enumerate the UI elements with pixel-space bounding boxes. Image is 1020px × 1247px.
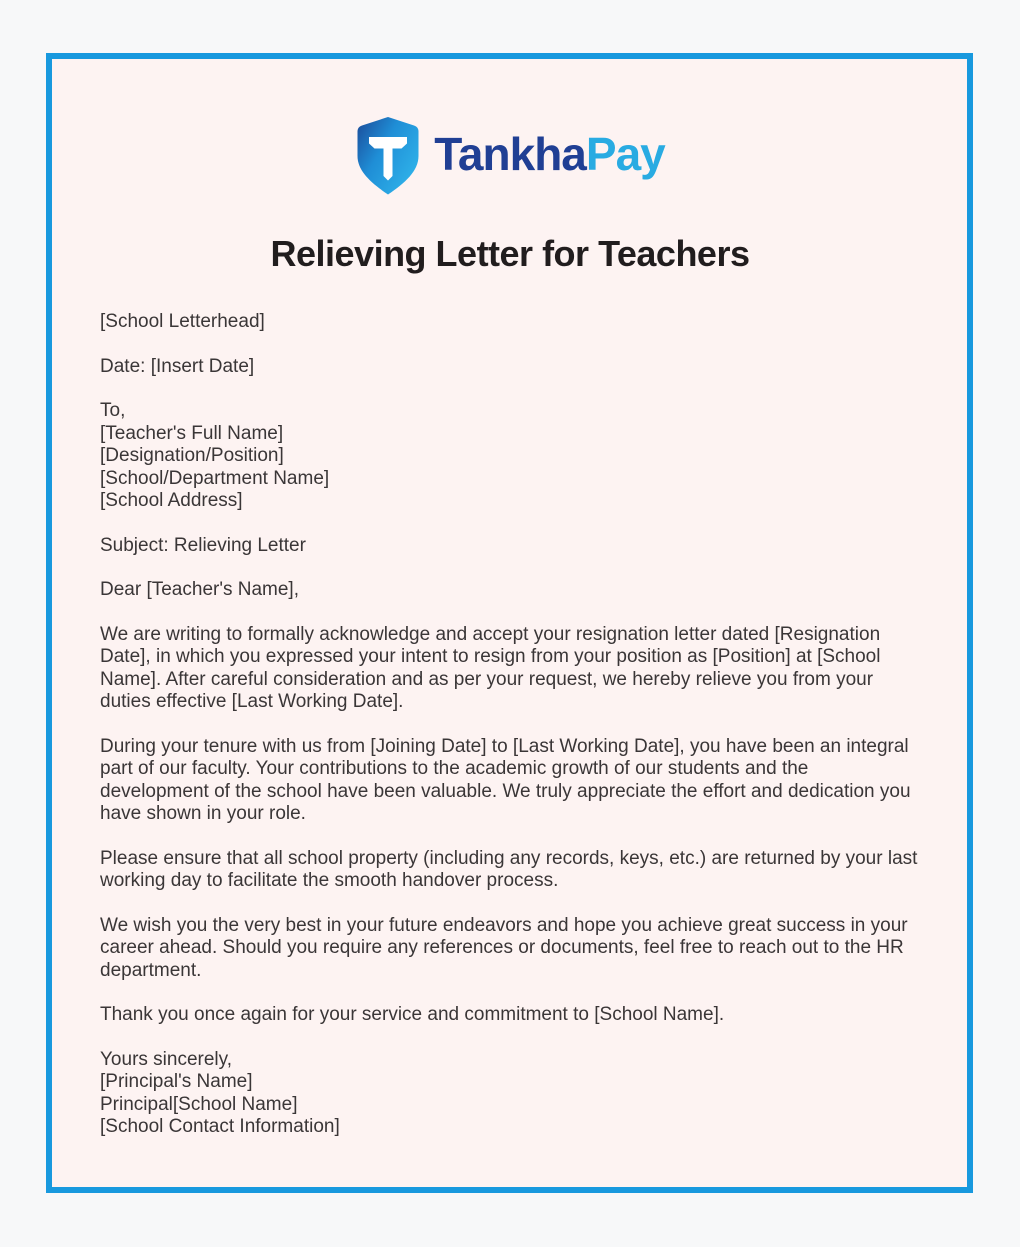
body-paragraph: During your tenure with us from [Joining Date] to [Last Working Date], you have been an integral part of our faculty. Your contributions to the academic growth of our students and the development of the school have been valuable. We truly appreciate the effort and dedication you have shown in your role. xyxy=(100,735,911,824)
letter-page-content xyxy=(52,59,967,1139)
letterhead-placeholder: [School Letterhead] xyxy=(100,311,265,332)
body-paragraph: Please ensure that all school property (including any records, keys, etc.) are returned by your last working day to facilitate the smooth handover process. xyxy=(100,847,918,891)
closing-line: [School Contact Information] xyxy=(100,1116,340,1137)
recipient-line: To, xyxy=(100,400,126,421)
salutation: Dear [Teacher's Name], xyxy=(100,579,299,600)
body-paragraph: We wish you the very best in your future endeavors and hope you achieve great success in your career ahead. Should you require any references or documents, feel free to reach out to the HR department. xyxy=(100,914,908,981)
date-line: Date: [Insert Date] xyxy=(100,355,255,377)
recipient-line: [Teacher's Full Name] xyxy=(100,422,284,444)
closing-block xyxy=(100,1049,920,1139)
letter-body xyxy=(100,311,920,1139)
body-paragraph: We are writing to formally acknowledge and accept your resignation letter dated [Resignation Date], in which you expressed your intent to resign from your position as [Position] at [School Name]. After careful consideration and as per your request, we hereby relieve you from your duties effective [Last Working Date]. xyxy=(100,623,881,712)
recipient-line: [Designation/Position] xyxy=(100,445,284,466)
recipient-block xyxy=(100,400,920,513)
recipient-line: [School/Department Name] xyxy=(100,467,330,489)
brand-logo xyxy=(100,115,920,197)
letter-title: Relieving Letter for Teachers xyxy=(270,233,750,274)
closing-line: [Principal's Name] xyxy=(100,1071,253,1092)
subject-line: Subject: Relieving Letter xyxy=(100,534,306,556)
recipient-line: [School Address] xyxy=(100,490,243,511)
brand-name-secondary: Pay xyxy=(585,128,665,180)
closing-line: Principal[School Name] xyxy=(100,1093,298,1115)
closing-line: Yours sincerely, xyxy=(100,1048,233,1070)
letter-page xyxy=(46,53,973,1193)
body-paragraph: Thank you once again for your service and commitment to [School Name]. xyxy=(100,1004,725,1025)
shield-t-icon xyxy=(355,116,421,196)
brand-name-primary: Tankha xyxy=(434,128,586,180)
brand-wordmark xyxy=(434,128,665,181)
